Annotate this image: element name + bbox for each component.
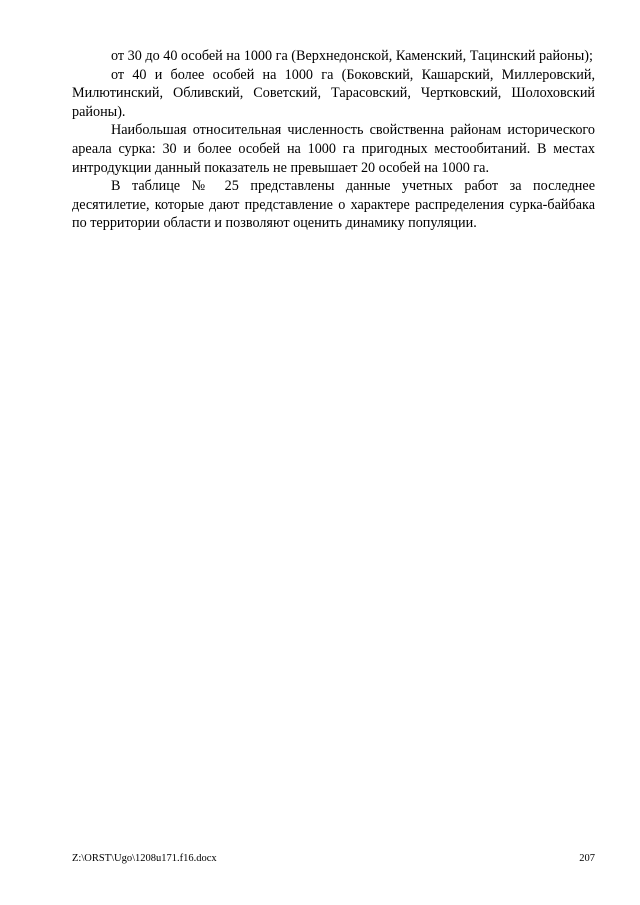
footer-page-number: 207	[579, 853, 595, 864]
paragraph-districts-30-40: от 30 до 40 особей на 1000 га (Верхнедонской, Каменский, Тацинский районы);	[111, 48, 593, 64]
paragraph-table-reference: В таблице № 25 представлены данные учетных работ за последнее десятилетие, которые дают представление о характере распределения сурка-байбака по территории области и позволяют оценить динамику популяции.	[72, 178, 595, 232]
document-body	[72, 47, 595, 233]
paragraph-relative-abundance: Наибольшая относительная численность свойственна районам исторического ареала сурка: 30 и более особей на 1000 га пригодных местообитаний. В местах интродукции данный показатель не превышает 20 особей на 1000 га.	[72, 122, 595, 176]
paragraph-districts-40-plus: от 40 и более особей на 1000 га (Боковский, Кашарский, Миллеровский, Милютинский, Обливский, Советский, Тарасовский, Чертковский, Шолоховский районы).	[72, 66, 595, 120]
footer-file-path: Z:\ORST\Ugo\1208u171.f16.docx	[72, 853, 217, 864]
